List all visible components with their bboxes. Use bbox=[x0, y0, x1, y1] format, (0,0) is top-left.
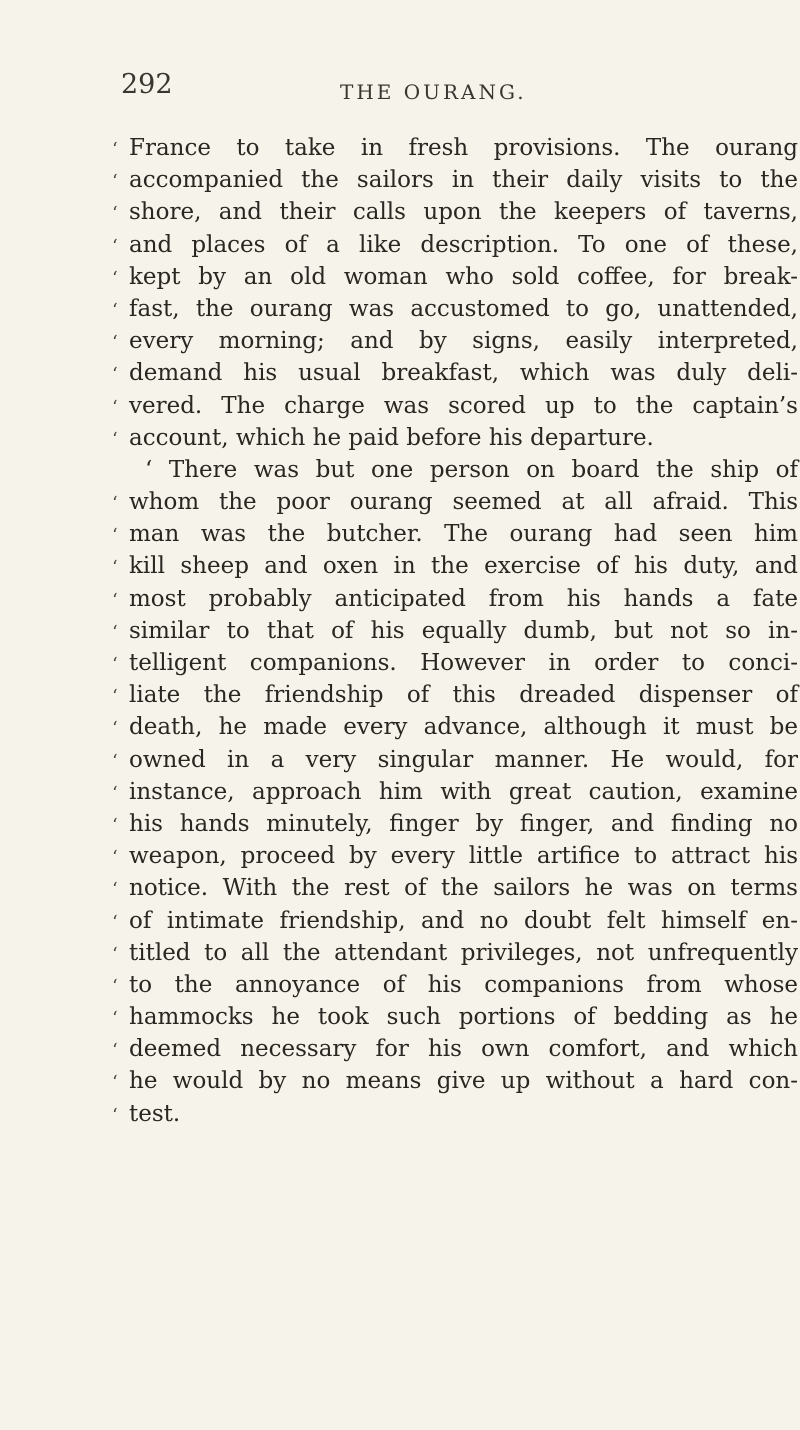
text-line bbox=[112, 808, 800, 840]
quote-mark: ‘ bbox=[112, 975, 118, 997]
line-text: instance, approach him with great caution, examine bbox=[129, 778, 798, 805]
text-line bbox=[112, 164, 800, 196]
text-line bbox=[112, 229, 800, 261]
text-line bbox=[112, 422, 800, 454]
quote-mark: ‘ bbox=[112, 396, 118, 418]
text-line bbox=[112, 872, 800, 904]
running-head: THE OURANG. bbox=[340, 80, 527, 104]
page-number: 292 bbox=[121, 69, 173, 100]
quote-mark: ‘ bbox=[112, 911, 118, 933]
quote-mark: ‘ bbox=[112, 782, 118, 804]
quote-mark: ‘ bbox=[112, 718, 118, 740]
line-text: France to take in fresh provisions. The ourang bbox=[129, 135, 798, 161]
quote-mark: ‘ bbox=[112, 943, 118, 965]
quote-mark: ‘ bbox=[112, 267, 118, 289]
text-line bbox=[112, 647, 800, 679]
quote-mark: ‘ bbox=[112, 1008, 118, 1030]
line-text: demand his usual breakfast, which was duly deli- bbox=[129, 360, 798, 387]
quote-mark: ‘ bbox=[112, 525, 118, 547]
text-line bbox=[112, 840, 800, 872]
line-text: ‘ There was but one person on board the ship of bbox=[145, 456, 798, 483]
quote-mark: ‘ bbox=[112, 428, 118, 450]
line-text: weapon, proceed by every little artifice to attract his bbox=[129, 843, 798, 870]
line-text: shore, and their calls upon the keepers of taverns, bbox=[129, 199, 798, 226]
line-text: and places of a like description. To one of these, bbox=[129, 231, 798, 258]
text-line bbox=[112, 776, 800, 808]
text-line bbox=[112, 1033, 800, 1065]
line-text: kept by an old woman who sold coffee, for break- bbox=[129, 263, 798, 290]
quote-mark: ‘ bbox=[112, 589, 118, 611]
text-line bbox=[112, 261, 800, 293]
line-text: vered. The charge was scored up to the captain’s bbox=[129, 392, 798, 419]
line-text: owned in a very singular manner. He would, for bbox=[129, 746, 798, 773]
line-text: test. bbox=[129, 1100, 181, 1127]
line-text: every morning; and by signs, easily interpreted, bbox=[129, 328, 798, 355]
quote-mark: ‘ bbox=[112, 171, 118, 193]
text-line bbox=[112, 325, 800, 357]
quote-mark: ‘ bbox=[112, 332, 118, 354]
text-line bbox=[112, 937, 800, 969]
quote-mark: ‘ bbox=[112, 654, 118, 675]
text-line bbox=[112, 132, 800, 164]
line-text: death, he made every advance, although it must be bbox=[129, 714, 798, 741]
line-text: whom the poor ourang seemed at all afraid. This bbox=[129, 489, 798, 516]
line-text: kill sheep and oxen in the exercise of his duty, and bbox=[129, 553, 798, 580]
text-line bbox=[112, 615, 800, 647]
line-text: of intimate friendship, and no doubt felt himself en- bbox=[129, 907, 798, 934]
quote-mark: ‘ bbox=[112, 1072, 118, 1094]
line-text: most probably anticipated from his hands a fate bbox=[129, 585, 798, 612]
line-text: account, which he paid before his departure. bbox=[129, 424, 654, 451]
line-text: telligent companions. However in order to conci- bbox=[129, 650, 798, 676]
line-text: to the annoyance of his companions from whose bbox=[129, 971, 798, 998]
text-line bbox=[112, 550, 800, 582]
text-line bbox=[112, 711, 800, 743]
text-line bbox=[112, 486, 800, 518]
quote-mark: ‘ bbox=[112, 1040, 118, 1062]
text-line bbox=[112, 196, 800, 228]
quote-mark: ‘ bbox=[112, 557, 118, 579]
text-line bbox=[112, 905, 800, 937]
text-line bbox=[112, 744, 800, 776]
quote-mark: ‘ bbox=[112, 235, 118, 257]
quote-mark: ‘ bbox=[112, 203, 118, 225]
text-line bbox=[112, 518, 800, 550]
text-line bbox=[112, 679, 800, 711]
text-line bbox=[112, 583, 800, 615]
line-text: similar to that of his equally dumb, but not so in- bbox=[129, 617, 798, 644]
line-text: man was the butcher. The ourang had seen him bbox=[129, 521, 798, 548]
line-text: deemed necessary for his own comfort, and which bbox=[129, 1036, 798, 1063]
quote-mark: ‘ bbox=[112, 1104, 118, 1126]
text-line bbox=[112, 390, 800, 422]
line-text: he would by no means give up without a hard con- bbox=[129, 1068, 798, 1095]
quote-mark: ‘ bbox=[112, 364, 118, 386]
text-line bbox=[112, 293, 800, 325]
quote-mark: ‘ bbox=[112, 621, 118, 643]
line-text: liate the friendship of this dreaded dispenser of bbox=[129, 682, 798, 709]
line-text: hammocks he took such portions of bedding as he bbox=[129, 1004, 798, 1031]
line-text: notice. With the rest of the sailors he was on terms bbox=[129, 875, 798, 902]
line-text: fast, the ourang was accustomed to go, unattended, bbox=[129, 295, 798, 322]
text-line bbox=[112, 1001, 800, 1033]
text-line bbox=[112, 1098, 800, 1130]
quote-mark: ‘ bbox=[112, 814, 118, 836]
quote-mark: ‘ bbox=[112, 686, 118, 708]
paragraph-start-line bbox=[112, 454, 800, 486]
quote-mark: ‘ bbox=[112, 299, 118, 321]
line-text: his hands minutely, finger by finger, and finding no bbox=[129, 810, 798, 837]
line-text: titled to all the attendant privileges, not unfrequently bbox=[129, 939, 798, 966]
text-line bbox=[112, 357, 800, 389]
text-line bbox=[112, 969, 800, 1001]
quote-mark: ‘ bbox=[112, 750, 118, 772]
quote-mark: ‘ bbox=[112, 139, 118, 160]
body-text bbox=[112, 132, 800, 1130]
quote-mark: ‘ bbox=[112, 879, 118, 901]
line-text: accompanied the sailors in their daily visits to the bbox=[129, 167, 798, 194]
text-line bbox=[112, 1065, 800, 1097]
quote-mark: ‘ bbox=[112, 493, 118, 515]
quote-mark: ‘ bbox=[112, 847, 118, 869]
